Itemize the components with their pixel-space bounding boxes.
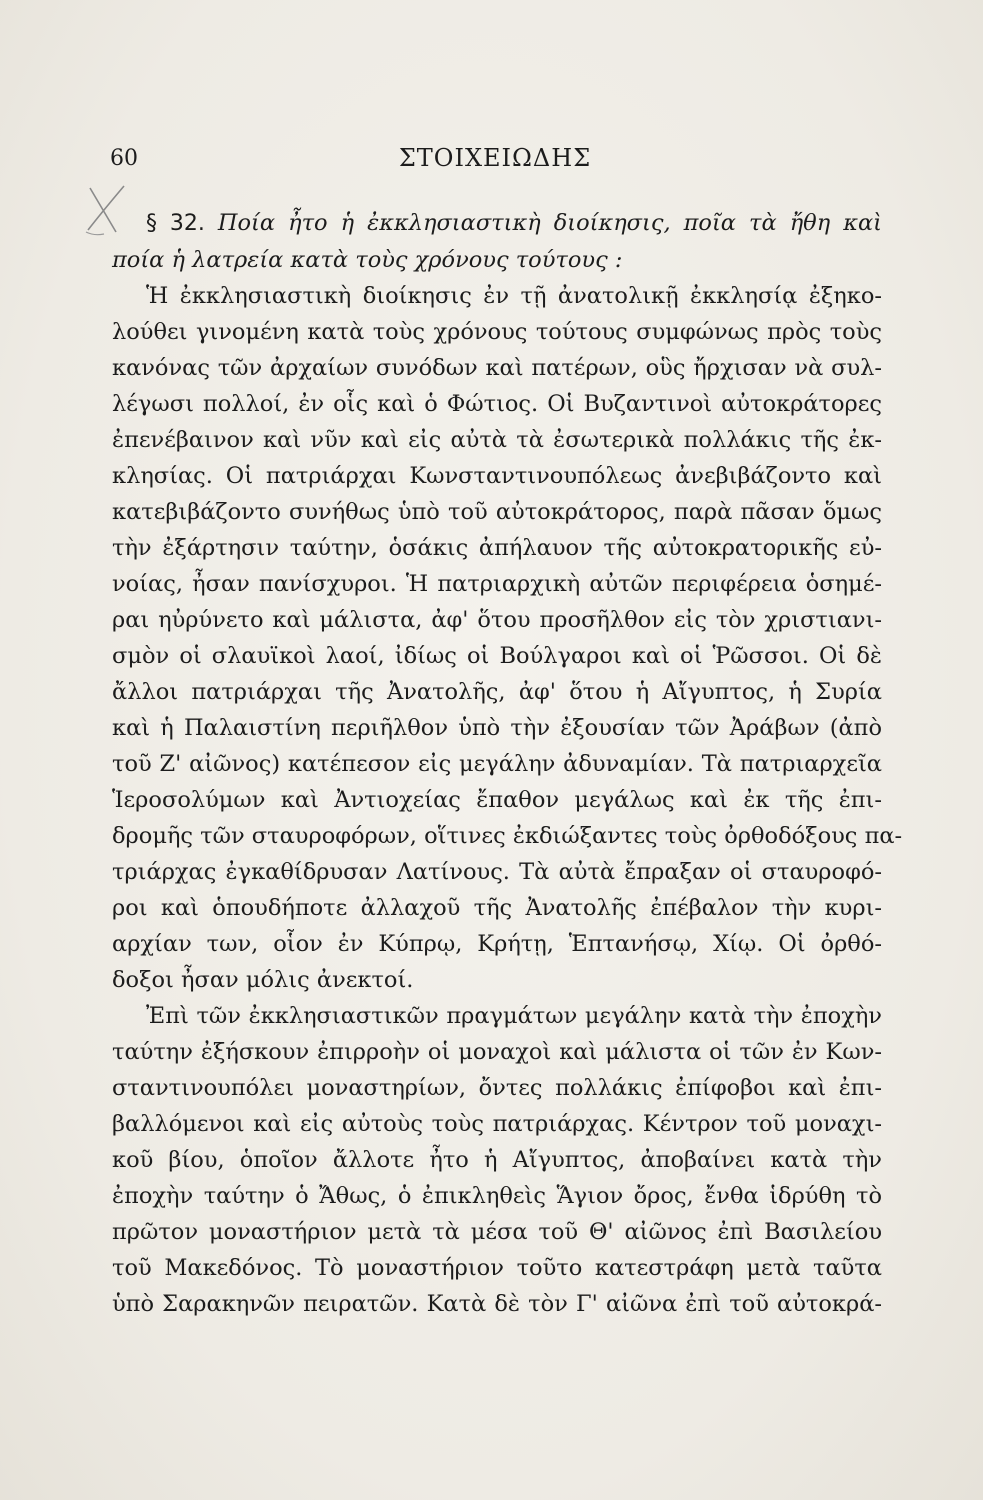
running-head: ΣΤΟΙΧΕΙΩΔΗΣ (398, 144, 592, 172)
text-line: ραι ηὐρύνετο καὶ μάλιστα, ἀφ' ὅτου προσῆλθον εἰς τὸν χριστιανι- (112, 607, 882, 633)
text-line: Ἐπὶ τῶν ἐκκλησιαστικῶν πραγμάτων μεγάλην κατὰ τὴν ἐποχὴν (146, 1003, 882, 1029)
text-line: βαλλόμενοι καὶ εἰς αὐτοὺς τοὺς πατριάρχας. Κέντρον τοῦ μοναχι- (112, 1111, 882, 1137)
page-header (110, 140, 880, 180)
text-line: Ἱεροσολύμων καὶ Ἀντιοχείας ἔπαθον μεγάλως καὶ ἐκ τῆς ἐπι- (112, 787, 882, 813)
text-line: δοξοι ἦσαν μόλις ἀνεκτοί. (112, 967, 414, 993)
section-question-line (112, 205, 882, 242)
text-line: τριάρχας ἐγκαθίδρυσαν Λατίνους. Τὰ αὐτὰ ἔπραξαν οἱ σταυροφό- (112, 859, 882, 885)
section-question-line (112, 242, 882, 278)
text-line: τὴν ἐξάρτησιν ταύτην, ὁσάκις ἀπήλαυον τῆς αὐτοκρατορικῆς εὐ- (112, 535, 882, 561)
section-question-part: Ποία ἦτο ἡ ἐκκλησιαστικὴ διοίκησις, ποῖα τὰ ἤθη καὶ (217, 210, 882, 236)
section-number: § 32. (146, 211, 205, 236)
text-line: νοίας, ἦσαν πανίσχυροι. Ἡ πατριαρχικὴ αὐτῶν περιφέρεια ὁσημέ- (112, 571, 882, 597)
text-line: κανόνας τῶν ἀρχαίων συνόδων καὶ πατέρων, οὓς ἤρχισαν νὰ συλ- (112, 355, 882, 381)
text-line: ἄλλοι πατριάρχαι τῆς Ἀνατολῆς, ἀφ' ὅτου ἡ Αἴγυπτος, ἡ Συρία (112, 679, 882, 705)
text-line: σταντινουπόλει μοναστηρίων, ὄντες πολλάκις ἐπίφοβοι καὶ ἐπι- (112, 1075, 882, 1101)
text-line: τοῦ Μακεδόνος. Τὸ μοναστήριον τοῦτο κατεστράφη μετὰ ταῦτα (112, 1255, 882, 1281)
page-number: 60 (110, 146, 138, 171)
text-line: ἐπενέβαινον καὶ νῦν καὶ εἰς αὐτὰ τὰ ἐσωτερικὰ πολλάκις τῆς ἐκ- (112, 427, 882, 453)
text-line: ἐποχὴν ταύτην ὁ Ἄθως, ὁ ἐπικληθεὶς Ἅγιον ὄρος, ἔνθα ἱδρύθη τὸ (112, 1183, 882, 1209)
text-line: πρῶτον μοναστήριον μετὰ τὰ μέσα τοῦ Θ' αἰῶνος ἐπὶ Βασιλείου (112, 1219, 882, 1245)
text-line: κατεβιβάζοντο συνήθως ὑπὸ τοῦ αὐτοκράτορος, παρὰ πᾶσαν ὅμως (112, 499, 882, 525)
text-line: αρχίαν των, οἷον ἐν Κύπρῳ, Κρήτῃ, Ἑπτανήσῳ, Χίῳ. Οἱ ὀρθό- (112, 931, 882, 957)
section-question-part: ποία ἡ λατρεία κατὰ τοὺς χρόνους τούτους : (112, 247, 623, 273)
text-line: λούθει γινομένη κατὰ τοὺς χρόνους τούτους συμφώνως πρὸς τοὺς (112, 319, 882, 345)
text-line: λέγωσι πολλοί, ἐν οἷς καὶ ὁ Φώτιος. Οἱ Βυζαντινοὶ αὐτοκράτορες (112, 391, 882, 417)
text-line: ροι καὶ ὁπουδήποτε ἀλλαχοῦ τῆς Ἀνατολῆς ἐπέβαλον τὴν κυρι- (112, 895, 882, 921)
text-line: ταύτην ἐξήσκουν ἐπιρροὴν οἱ μοναχοὶ καὶ μάλιστα οἱ τῶν ἐν Κων- (112, 1039, 882, 1065)
text-line: κοῦ βίου, ὁποῖον ἄλλοτε ἦτο ἡ Αἴγυπτος, ἀποβαίνει κατὰ τὴν (112, 1147, 882, 1173)
text-line: ὑπὸ Σαρακηνῶν πειρατῶν. Κατὰ δὲ τὸν Γ' αἰῶνα ἐπὶ τοῦ αὐτοκρά- (112, 1291, 882, 1317)
text-line: δρομῆς τῶν σταυροφόρων, οἵτινες ἐκδιώξαντες τοὺς ὀρθοδόξους πα- (112, 823, 903, 849)
text-line: κλησίας. Οἱ πατριάρχαι Κωνσταντινουπόλεως ἀνεβιβάζοντο καὶ (112, 463, 882, 489)
text-line: Ἡ ἐκκλησιαστικὴ διοίκησις ἐν τῇ ἀνατολικῇ ἐκκλησίᾳ ἐξηκο- (146, 283, 882, 309)
text-line: τοῦ Ζ' αἰῶνος) κατέπεσον εἰς μεγάλην ἀδυναμίαν. Τὰ πατριαρχεῖα (112, 751, 882, 777)
text-line: σμὸν οἱ σλαυϊκοὶ λαοί, ἰδίως οἱ Βούλγαροι καὶ οἱ Ῥῶσσοι. Οἱ δὲ (112, 643, 882, 669)
text-line: καὶ ἡ Παλαιστίνη περιῆλθον ὑπὸ τὴν ἐξουσίαν τῶν Ἀράβων (ἀπὸ (112, 715, 882, 741)
body-text (112, 205, 903, 1322)
